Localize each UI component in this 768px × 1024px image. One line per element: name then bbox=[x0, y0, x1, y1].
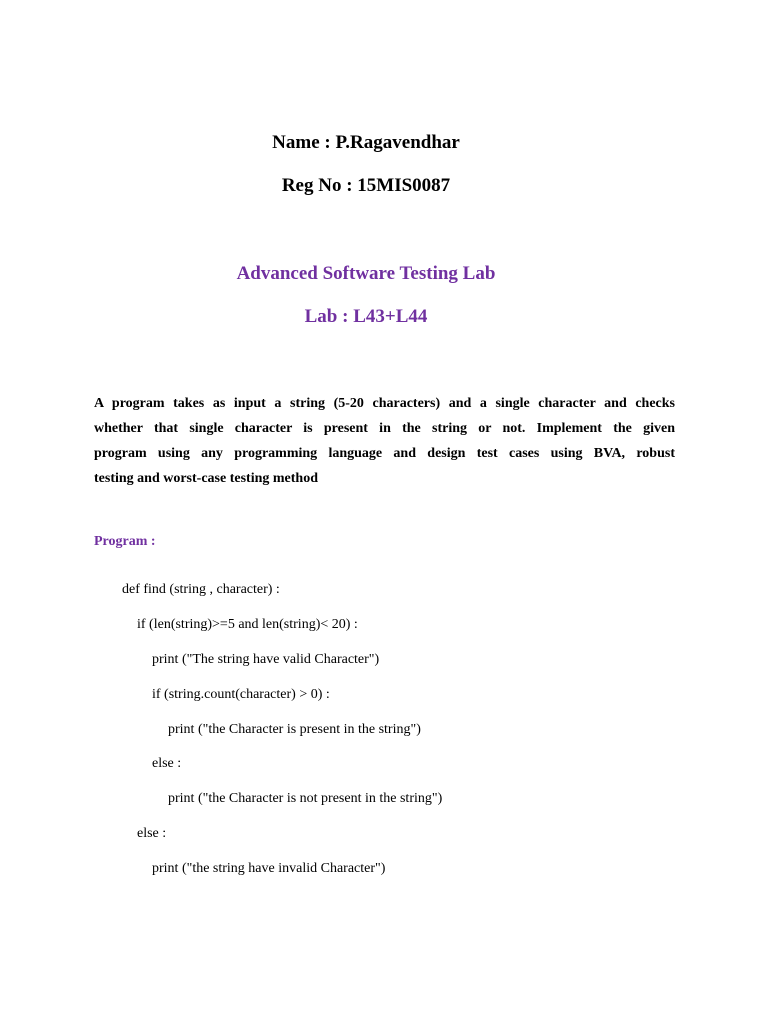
problem-line: testing and worst-case testing method bbox=[94, 471, 318, 486]
lab-slot-text: Lab : L43+L44 bbox=[304, 306, 428, 327]
code-line: print ("the Character is not present in the string") bbox=[168, 791, 443, 806]
code-line: else : bbox=[137, 826, 167, 841]
problem-line: program using any programming language and design test cases using BVA, robust bbox=[94, 446, 675, 461]
course-title bbox=[0, 262, 768, 286]
code-line: def find (string , character) : bbox=[122, 582, 280, 597]
program-heading: Program : bbox=[94, 534, 156, 549]
code-line: else : bbox=[152, 756, 182, 771]
code-line: if (len(string)>=5 and len(string)< 20) : bbox=[137, 617, 358, 632]
problem-line: whether that single character is present in the string or not. Implement the given bbox=[94, 421, 675, 436]
student-name bbox=[0, 131, 768, 155]
code-line: print ("The string have valid Character") bbox=[152, 652, 380, 667]
problem-statement bbox=[94, 391, 675, 491]
code-line: print ("the string have invalid Character") bbox=[152, 861, 386, 876]
code-line: if (string.count(character) > 0) : bbox=[152, 687, 330, 702]
registration-number bbox=[0, 174, 768, 198]
problem-line: A program takes as input a string (5-20 characters) and a single character and checks bbox=[94, 396, 675, 411]
lab-slot bbox=[0, 305, 768, 329]
registration-number-text: Reg No : 15MIS0087 bbox=[281, 175, 451, 196]
student-name-text: Name : P.Ragavendhar bbox=[272, 132, 460, 153]
code-line: print ("the Character is present in the string") bbox=[168, 722, 421, 737]
course-title-text: Advanced Software Testing Lab bbox=[236, 263, 496, 284]
